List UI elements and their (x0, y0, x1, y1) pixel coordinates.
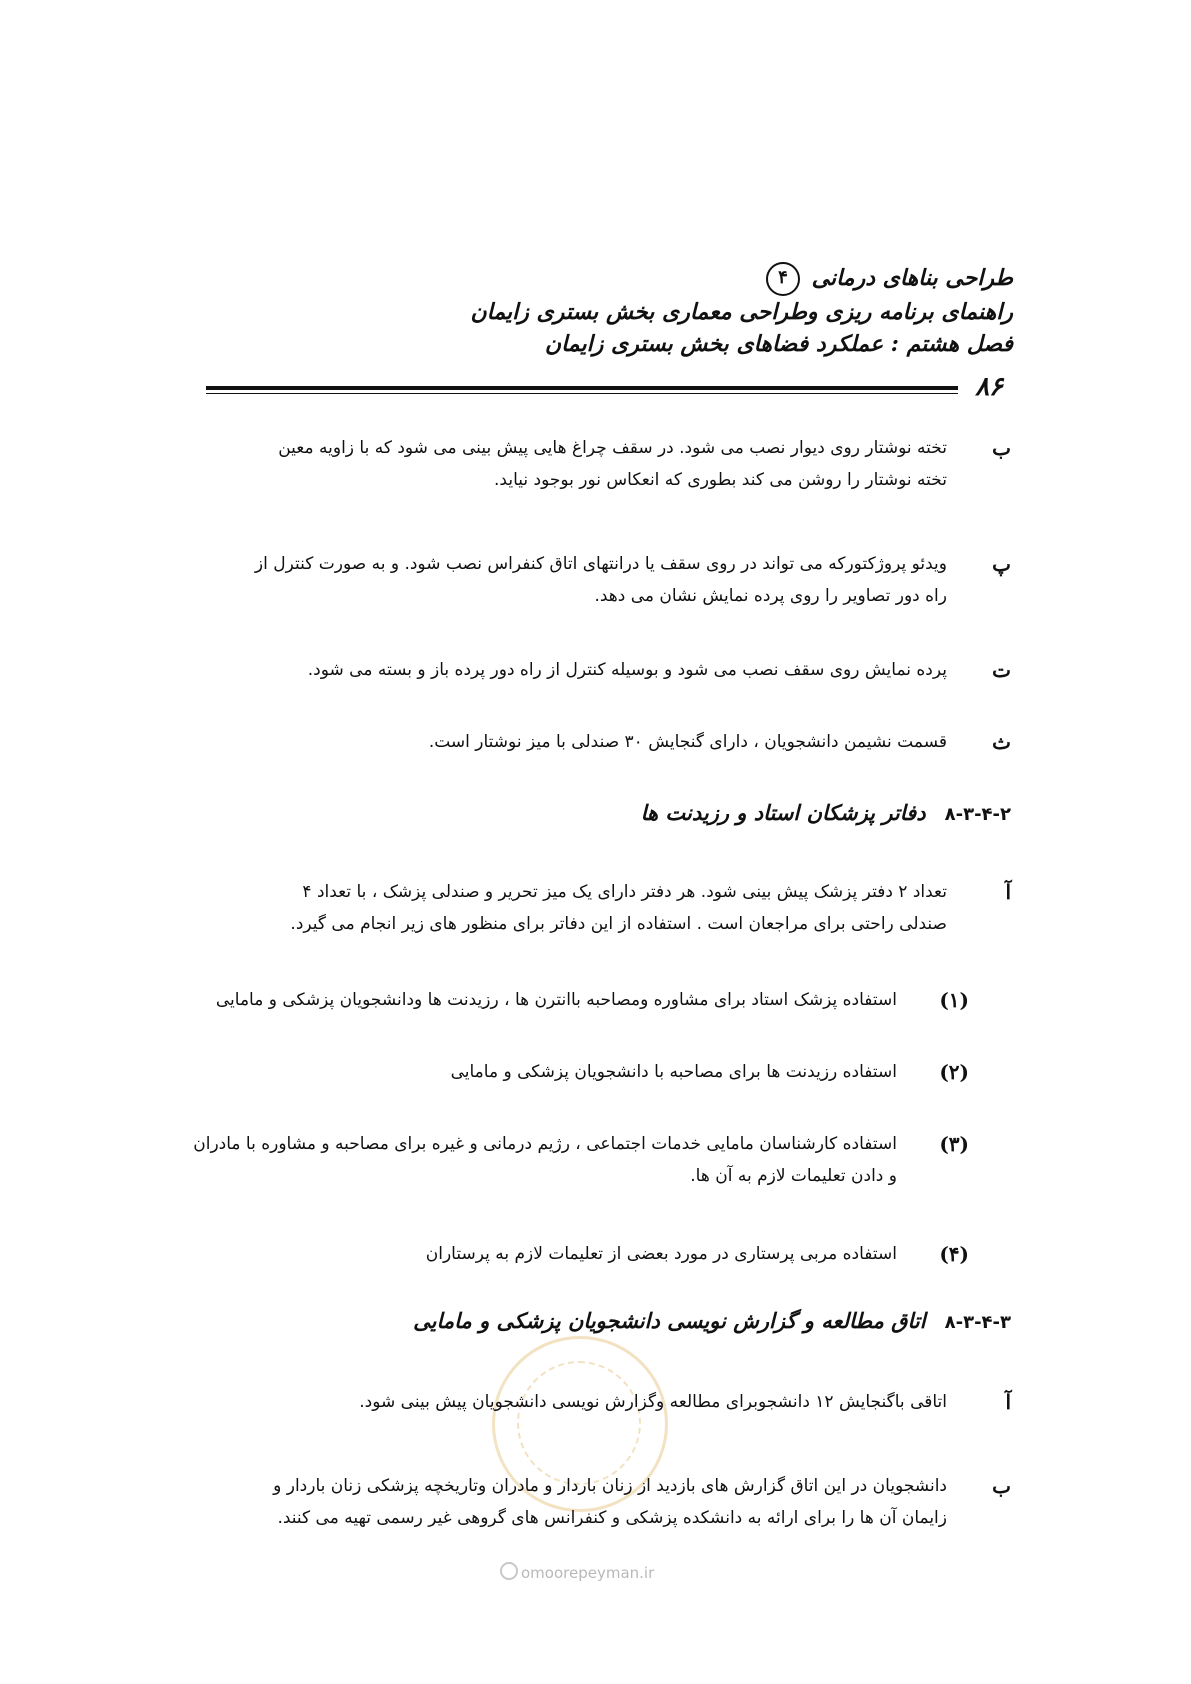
item-marker: پ (992, 552, 1011, 576)
list-item (197, 1238, 969, 1270)
item-line: تخته نوشتار روی دیوار نصب می شود. در سقف چراغ هایی پیش بینی می شود که با زاویه معین (278, 438, 947, 458)
list-item (197, 984, 969, 1016)
item-line: دانشجویان در این اتاق گزارش های بازدید از زنان باردار و مادران وتاریخچه پزشکی زنان باردار و (273, 1476, 947, 1496)
page-header (193, 262, 1013, 360)
item-line: استفاده پزشک استاد برای مشاوره ومصاحبه باانترن ها ، رزیدنت ها ودانشجویان پزشکی و مامایی (215, 990, 897, 1010)
list-item (187, 876, 1011, 940)
item-line: پرده نمایش روی سقف نصب می شود و بوسیله کنترل از راه دور پرده باز و بسته می شود. (307, 660, 947, 680)
item-marker: (۲) (939, 1060, 969, 1084)
item-line: قسمت نشیمن دانشجویان ، دارای گنجایش ۳۰ صندلی با میز نوشتار است. (428, 732, 947, 752)
list-item (193, 1128, 969, 1192)
section-number: ۸-۳-۴-۲ (944, 804, 1011, 825)
item-marker: ث (992, 730, 1011, 754)
header-rule-thick (206, 386, 958, 390)
section-heading (641, 800, 1011, 825)
list-item (187, 1470, 1011, 1534)
item-marker: آ (1005, 880, 1011, 904)
watermark-site-text: omoorepeyman.ir (521, 1564, 655, 1582)
item-line: تعداد ۲ دفتر پزشک پیش بینی شود. هر دفتر دارای یک میز تحریر و صندلی پزشک ، با تعداد ۴ (302, 882, 947, 902)
item-line: اتاقی باگنجایش ۱۲ دانشجوبرای مطالعه وگزارش نویسی دانشجویان پیش بینی شود. (359, 1392, 947, 1412)
section-number: ۸-۳-۴-۳ (944, 1312, 1011, 1333)
list-item (187, 726, 1011, 758)
item-line: استفاده کارشناسان مامایی خدمات اجتماعی ، رژیم درمانی و غیره برای مصاحبه و مشاوره با مادران (193, 1134, 897, 1154)
section-title: دفاتر پزشکان استاد و رزیدنت ها (640, 800, 926, 825)
item-line: زایمان آن ها را برای ارائه به دانشکده پزشکی و کنفرانس های گروهی غیر رسمی تهیه می کنند. (277, 1508, 947, 1528)
watermark-site (500, 1562, 654, 1582)
item-line: استفاده رزیدنت ها برای مصاحبه با دانشجویان پزشکی و مامایی (450, 1062, 897, 1082)
item-marker: (۱) (939, 988, 969, 1012)
item-marker: ب (992, 436, 1011, 460)
list-item (187, 1386, 1011, 1418)
list-item (187, 654, 1011, 686)
at-icon (500, 1562, 518, 1580)
section-heading (413, 1308, 1011, 1333)
item-line: صندلی راحتی برای مراجعان است . استفاده از این دفاتر برای منظور های زیر انجام می گیرد. (290, 914, 947, 934)
item-marker: آ (1005, 1390, 1011, 1414)
volume-badge: ۴ (766, 262, 800, 296)
item-marker: (۳) (939, 1132, 969, 1156)
item-line: و دادن تعلیمات لازم به آن ها. (690, 1166, 897, 1186)
list-item (187, 548, 1011, 612)
chapter-title: فصل هشتم : عملکرد فضاهای بخش بستری زایمان (544, 331, 1013, 357)
item-line: ویدئو پروژکتورکه می تواند در روی سقف یا درانتهای اتاق کنفراس نصب شود. و به صورت کنترل از (254, 554, 947, 574)
book-title (193, 262, 1013, 296)
item-marker: ب (992, 1474, 1011, 1498)
section-title: اتاق مطالعه و گزارش نویسی دانشجویان پزشکی و مامایی (413, 1308, 926, 1333)
item-marker: ت (992, 658, 1011, 682)
item-line: استفاده مربی پرستاری در مورد بعضی از تعلیمات لازم به پرستاران (425, 1244, 897, 1264)
list-item (197, 1056, 969, 1088)
page-number: ۸۶ (975, 372, 1003, 402)
book-title-text: طراحی بناهای درمانی (811, 265, 1013, 291)
header-rule-thin (206, 393, 958, 394)
item-line: راه دور تصاویر را روی پرده نمایش نشان می دهد. (594, 586, 947, 606)
item-marker: (۴) (939, 1242, 969, 1266)
item-line: تخته نوشتار را روشن می کند بطوری که انعکاس نور بوجود نیاید. (494, 470, 947, 490)
list-item (187, 432, 1011, 496)
book-subtitle: راهنمای برنامه ریزی وطراحی معماری بخش بستری زایمان (470, 299, 1013, 325)
